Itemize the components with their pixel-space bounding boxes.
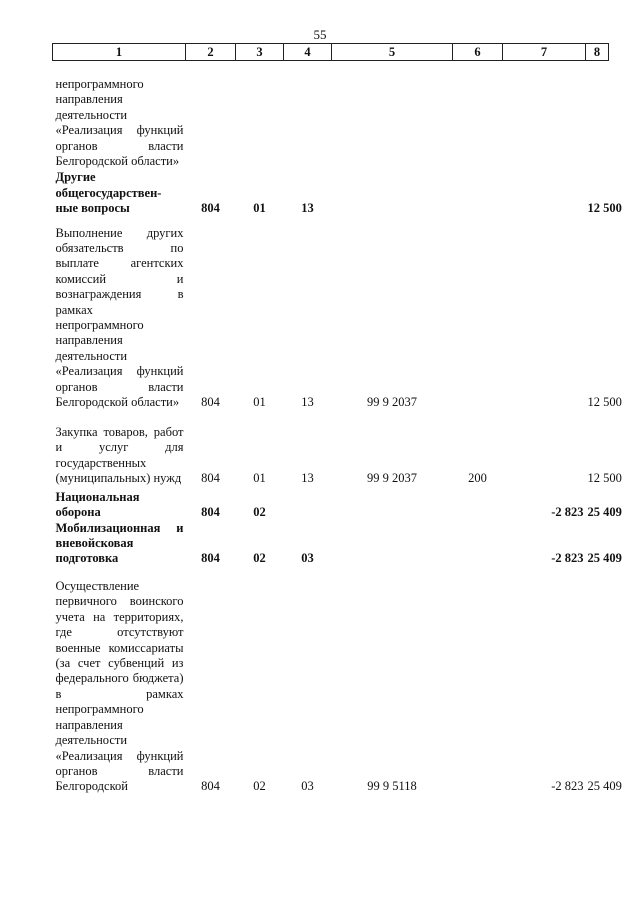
header-col-2: 2 [186, 44, 236, 61]
row-sum [586, 61, 609, 170]
row-target [332, 61, 453, 170]
table-row [53, 521, 609, 567]
row-expense-type [453, 217, 503, 411]
row-expense-type [453, 61, 503, 170]
table-row [53, 567, 609, 795]
row-sum: 12 500 [587, 201, 622, 216]
row-ministry: 804 [201, 779, 220, 794]
row-change: -2 823 [551, 779, 584, 794]
row-ministry: 804 [201, 201, 220, 216]
row-ministry: 804 [201, 395, 220, 410]
row-name: Выполнение других обязательств по выплате агентских комиссий и вознаграждения в рамках непрограммного направления деятельности «Реализация функций органов власти Белгородской области» [55, 225, 184, 410]
row-name: непрограммного направления деятельности «Реализация функций органов власти Белгородской области» [55, 77, 184, 169]
table-row [53, 487, 609, 521]
row-change [503, 411, 586, 487]
row-section: 01 [253, 201, 266, 216]
row-subsection: 13 [301, 471, 314, 486]
row-change [503, 170, 586, 217]
row-expense-type [453, 567, 503, 795]
row-ministry: 804 [201, 471, 220, 486]
row-section: 02 [253, 505, 266, 520]
row-name: Закупка товаров, работ и услуг для государственных (муниципальных) нужд [55, 424, 184, 486]
table-row [53, 217, 609, 411]
header-row [53, 44, 609, 61]
row-change: -2 823 [551, 551, 584, 566]
row-sum: 12 500 [587, 395, 622, 410]
row-name: Национальная оборона [55, 489, 140, 520]
row-subsection [284, 487, 332, 521]
row-section: 01 [253, 471, 266, 486]
row-target [332, 170, 453, 217]
header-col-1: 1 [53, 44, 186, 61]
row-target: 99 9 5118 [367, 779, 417, 794]
row-target [332, 521, 453, 567]
row-ministry: 804 [201, 505, 220, 520]
row-name: Осуществление первичного воинского учета на территориях, где отсутствуют военные комиссариаты (за счет субвенций из федерального бюджета) в рамках непрограммного направления деятельности «Реализация функций органов власти Белгородской [55, 579, 184, 794]
table-row [53, 170, 609, 217]
row-subsection: 03 [301, 551, 314, 566]
table-row [53, 61, 609, 170]
row-sum: 25 409 [587, 505, 622, 520]
row-ministry [186, 61, 236, 170]
row-expense-type [453, 521, 503, 567]
row-target: 99 9 2037 [367, 395, 417, 410]
header-col-3: 3 [236, 44, 284, 61]
row-change [503, 61, 586, 170]
row-sum: 25 409 [587, 779, 622, 794]
page-number: 55 [313, 27, 327, 42]
row-ministry: 804 [201, 551, 220, 566]
row-change [503, 217, 586, 411]
row-target [332, 487, 453, 521]
row-expense-type: 200 [468, 471, 487, 486]
row-sum: 12 500 [587, 471, 622, 486]
row-sum: 25 409 [587, 551, 622, 566]
row-subsection: 13 [301, 201, 314, 216]
header-col-5: 5 [332, 44, 453, 61]
header-col-4: 4 [284, 44, 332, 61]
row-section: 02 [253, 779, 266, 794]
row-change: -2 823 [551, 505, 584, 520]
row-name: Другие общегосударствен-ные вопросы [55, 170, 162, 216]
table-row [53, 411, 609, 487]
budget-table [52, 43, 622, 795]
row-target: 99 9 2037 [367, 471, 417, 486]
row-subsection [284, 61, 332, 170]
row-subsection: 13 [301, 395, 314, 410]
header-col-6: 6 [453, 44, 503, 61]
row-subsection: 03 [301, 779, 314, 794]
row-expense-type [453, 170, 503, 217]
header-col-7: 7 [503, 44, 586, 61]
row-section: 02 [253, 551, 266, 566]
row-section [236, 61, 284, 170]
header-col-8: 8 [586, 44, 609, 61]
row-expense-type [453, 487, 503, 521]
row-name: Мобилизационная и вневойсковая подготовка [55, 520, 184, 566]
row-section: 01 [253, 395, 266, 410]
